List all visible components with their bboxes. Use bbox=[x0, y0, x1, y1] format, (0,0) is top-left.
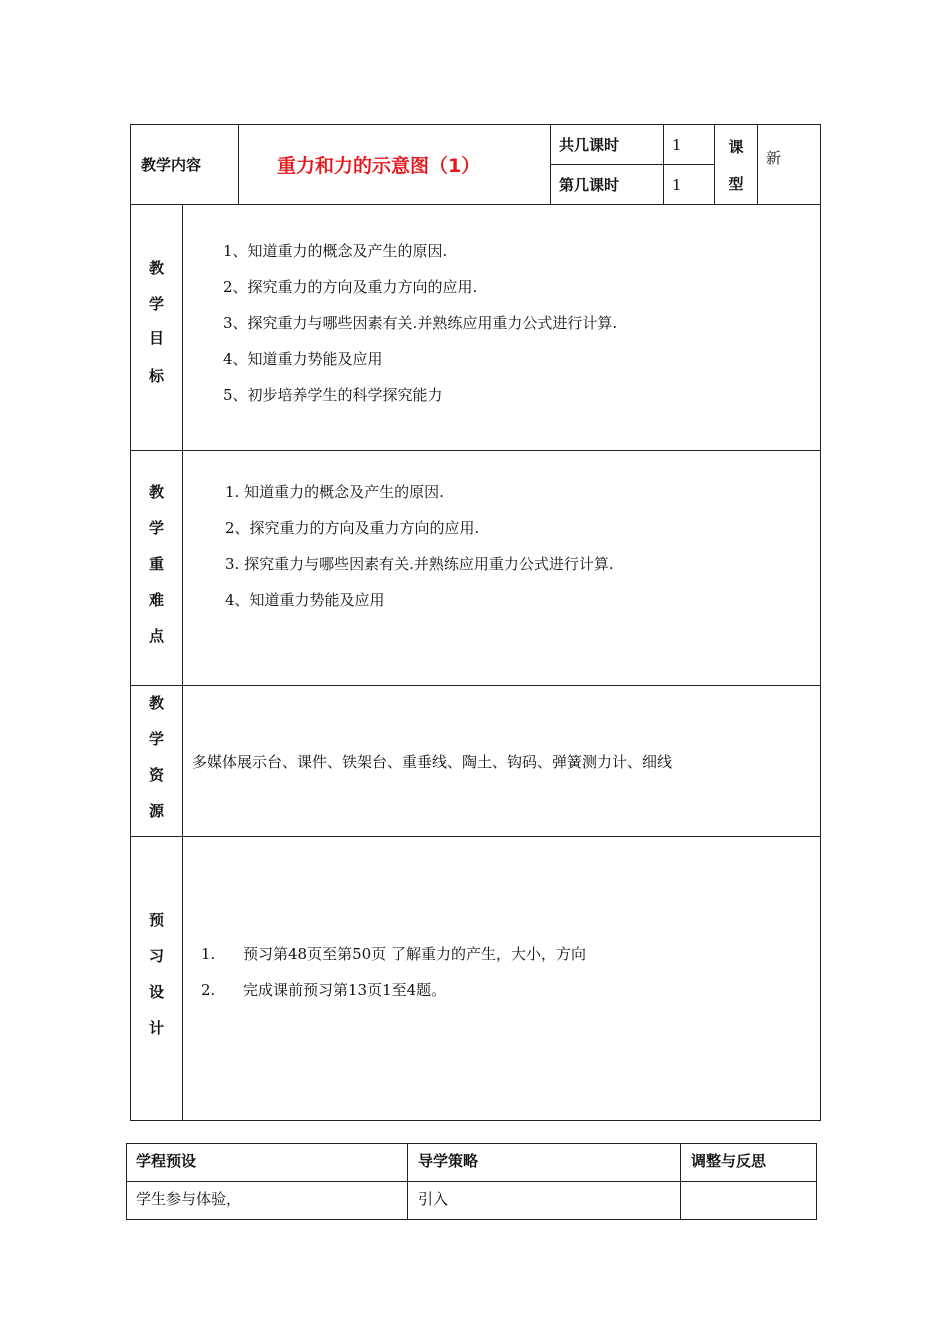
key-point-item: 4、知道重力势能及应用 bbox=[225, 591, 385, 609]
resources-label bbox=[131, 692, 182, 836]
preview-item bbox=[201, 943, 820, 979]
total-hours-label-cell bbox=[551, 125, 664, 165]
process-header-reflection: 调整与反思 bbox=[691, 1152, 767, 1170]
preview-label-char: 计 bbox=[148, 1019, 164, 1037]
type-value-cell bbox=[758, 125, 821, 205]
key-point-item: 1. 知道重力的概念及产生的原因. bbox=[225, 483, 444, 501]
key-points-label-char: 重 bbox=[148, 555, 164, 573]
process-header-cell bbox=[681, 1144, 817, 1182]
objectives-label-char: 教 bbox=[148, 259, 164, 277]
content-label-cell bbox=[131, 125, 239, 205]
key-points-label-cell bbox=[131, 451, 183, 686]
type-value: 新 bbox=[766, 149, 782, 167]
process-row-cell bbox=[127, 1182, 408, 1220]
preview-label-cell bbox=[131, 837, 183, 1121]
total-hours-label: 共几课时 bbox=[559, 136, 620, 154]
objectives-label-char: 标 bbox=[148, 367, 164, 385]
type-label-cell bbox=[715, 125, 758, 205]
process-header-plan: 学程预设 bbox=[136, 1152, 197, 1170]
resources-label-char: 源 bbox=[148, 802, 164, 820]
preview-item bbox=[201, 979, 820, 1015]
objectives-label-cell bbox=[131, 205, 183, 451]
title-cell bbox=[239, 125, 551, 205]
lesson-title: 重力和力的示意图（1） bbox=[277, 155, 481, 177]
preview-label-char: 设 bbox=[148, 983, 164, 1001]
resources-text: 多媒体展示台、课件、铁架台、重垂线、陶土、钩码、弹簧测力计、细线 bbox=[192, 752, 673, 771]
preview-label-char: 习 bbox=[148, 947, 164, 965]
key-points-content-cell bbox=[183, 451, 821, 686]
objective-item: 5、初步培养学生的科学探究能力 bbox=[223, 386, 443, 404]
type-label-char-2: 型 bbox=[728, 174, 744, 193]
current-hour-label: 第几课时 bbox=[559, 176, 620, 194]
total-hours-value: 1 bbox=[672, 135, 682, 154]
key-points-label-char: 学 bbox=[148, 519, 164, 537]
preview-label-char: 预 bbox=[148, 911, 164, 929]
current-hour-value: 1 bbox=[672, 175, 682, 194]
resources-label-char: 学 bbox=[148, 730, 164, 748]
objectives-content-cell bbox=[183, 205, 821, 451]
preview-content-cell bbox=[183, 837, 821, 1121]
process-row-cell bbox=[408, 1182, 681, 1220]
content-label: 教学内容 bbox=[141, 156, 202, 174]
key-point-item: 2、探究重力的方向及重力方向的应用. bbox=[225, 519, 480, 537]
key-point-item: 3. 探究重力与哪些因素有关.并熟练应用重力公式进行计算. bbox=[225, 555, 614, 573]
objectives-label-char: 学 bbox=[148, 295, 164, 313]
resources-label-cell bbox=[131, 686, 183, 837]
process-row-cell bbox=[681, 1182, 817, 1220]
preview-item-num: 2. bbox=[201, 981, 216, 999]
process-header-strategy: 导学策略 bbox=[418, 1152, 479, 1170]
type-label-char-1: 课 bbox=[728, 137, 744, 156]
resources-content-cell bbox=[183, 686, 821, 837]
objective-item: 4、知道重力势能及应用 bbox=[223, 350, 383, 368]
key-points-label-char: 教 bbox=[148, 483, 164, 501]
objective-item: 2、探究重力的方向及重力方向的应用. bbox=[223, 278, 478, 296]
process-plan-value: 学生参与体验， bbox=[136, 1190, 242, 1208]
key-points-label-char: 点 bbox=[148, 627, 164, 645]
process-header-cell bbox=[408, 1144, 681, 1182]
process-strategy-value: 引入 bbox=[418, 1190, 449, 1208]
objectives-label-char: 目 bbox=[148, 329, 164, 347]
lesson-plan-table bbox=[130, 124, 821, 1121]
current-hour-value-cell bbox=[664, 165, 715, 205]
process-header-cell bbox=[127, 1144, 408, 1182]
objective-item: 3、探究重力与哪些因素有关.并熟练应用重力公式进行计算. bbox=[223, 314, 618, 332]
preview-label bbox=[131, 909, 182, 1053]
preview-item-text: 预习第48页至第50页 了解重力的产生，大小，方向 bbox=[243, 945, 586, 963]
key-points-label-char: 难 bbox=[148, 591, 164, 609]
total-hours-value-cell bbox=[664, 125, 715, 165]
objective-item: 1、知道重力的概念及产生的原因. bbox=[223, 242, 448, 260]
resources-label-char: 资 bbox=[148, 766, 164, 784]
process-table bbox=[126, 1143, 817, 1220]
current-hour-label-cell bbox=[551, 165, 664, 205]
preview-item-num: 1. bbox=[201, 945, 216, 963]
key-points-label bbox=[131, 481, 182, 661]
resources-label-char: 教 bbox=[148, 694, 164, 712]
objectives-label bbox=[131, 257, 182, 399]
preview-item-text: 完成课前预习第13页1至4题。 bbox=[243, 981, 447, 999]
